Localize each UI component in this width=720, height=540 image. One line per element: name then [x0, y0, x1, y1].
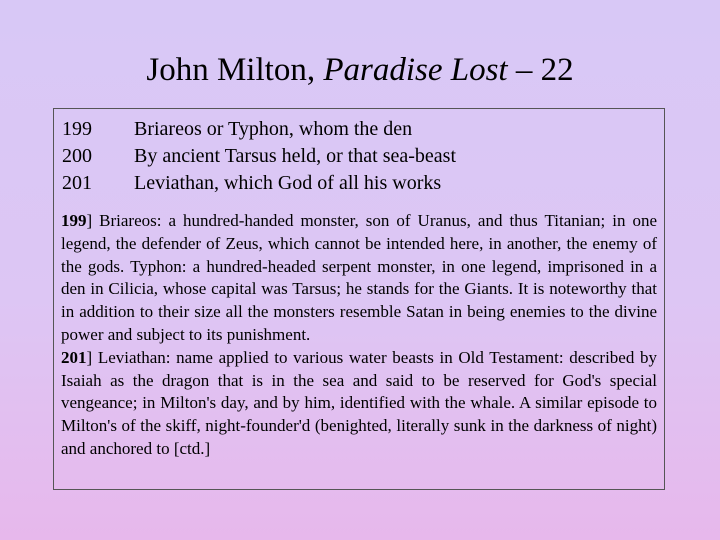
annotation-text: ] Briareos: a hundred-handed monster, son of Uranus, and thus Titanian; in one legend, the defender of Zeus, which cannot be intended here, in another, the enemy of the gods. Typhon: a hundred-headed serpent monster, in one legend, imprisoned in a den in Cilicia, whose capital was Tarsus; he stands for the Giants. It is noteworthy that in addition to their size all the monsters resemble Satan in being enemies to the divine power and subject to its punishment.	[61, 211, 657, 344]
title-suffix: – 22	[507, 52, 574, 88]
annotation	[61, 210, 657, 347]
annotation-number: 199	[61, 211, 87, 230]
annotations	[61, 210, 657, 461]
verse-text: Leviathan, which God of all his works	[134, 172, 442, 194]
verse-line	[62, 116, 456, 143]
annotation-text: ] Leviathan: name applied to various water beasts in Old Testament: described by Isaiah as the dragon that is in the sea and said to be reserved for God's special vengeance; in Milton's day, and by him, identified with the whale. A similar episode to Milton's of the skiff, night-founder'd (benighted, literally sunk in the darkness of night) and anchored to [ctd.]	[61, 347, 657, 458]
verse-text: Briareos or Typhon, whom the den	[134, 118, 413, 140]
title-author: John Milton,	[146, 52, 324, 88]
annotation-number: 201	[61, 347, 87, 367]
verse-number: 200	[62, 145, 92, 167]
verse-lines	[62, 116, 456, 197]
verse-line	[62, 143, 456, 170]
title-work: Paradise Lost	[323, 52, 508, 88]
verse-text: By ancient Tarsus held, or that sea-beast	[134, 145, 457, 167]
verse-number: 199	[62, 118, 92, 140]
verse-line	[62, 170, 456, 197]
annotation	[61, 347, 657, 461]
verse-number: 201	[62, 172, 92, 194]
slide-title	[0, 48, 720, 92]
